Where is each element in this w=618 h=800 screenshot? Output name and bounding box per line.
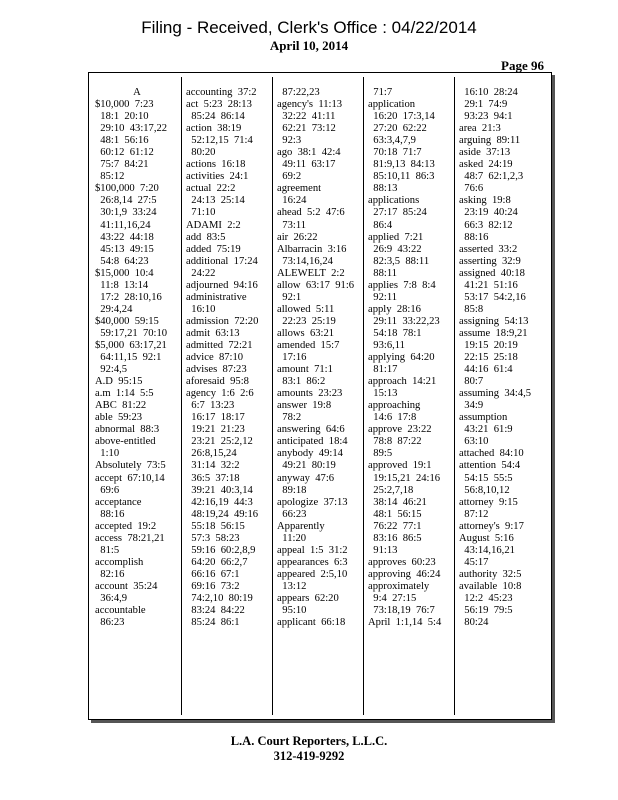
index-column-2 <box>186 87 270 629</box>
index-entry: 57:3 58:23 <box>186 532 240 544</box>
column-divider <box>272 77 273 715</box>
index-entry: accountable <box>95 605 146 617</box>
index-entry: applied 7:21 <box>368 231 424 243</box>
index-frame <box>88 72 552 720</box>
index-entry: 87:12 <box>459 508 489 520</box>
index-entry: 15:13 <box>368 388 398 400</box>
index-entry: 78:8 87:22 <box>368 436 422 448</box>
column-divider <box>363 77 364 715</box>
index-column-1 <box>95 87 179 629</box>
index-entry: answer 19:8 <box>277 400 332 412</box>
index-entry: 49:11 63:17 <box>277 159 336 171</box>
index-entry: accepted 19:2 <box>95 520 157 532</box>
index-entry: anybody 49:14 <box>277 448 343 460</box>
index-entry: approaching <box>368 400 421 412</box>
index-entry: apologize 37:13 <box>277 496 348 508</box>
index-entry: applying 64:20 <box>368 352 435 364</box>
index-entry: approves 60:23 <box>368 556 436 568</box>
index-entry: 48:1 56:16 <box>95 135 149 147</box>
index-entry: 16:20 17:3,14 <box>368 111 435 123</box>
index-entry: accomplish <box>95 556 144 568</box>
index-entry: 70:18 71:7 <box>368 147 422 159</box>
index-entry: allowed 5:11 <box>277 303 335 315</box>
index-entry: 36:5 37:18 <box>186 472 240 484</box>
index-entry: 48:19,24 49:16 <box>186 508 259 520</box>
index-entry: admit 63:13 <box>186 327 240 339</box>
index-entry: arguing 89:11 <box>459 135 521 147</box>
index-entry: able 59:23 <box>95 412 143 424</box>
index-entry: 88:13 <box>368 183 398 195</box>
index-entry: 56:8,10,12 <box>459 484 510 496</box>
index-entry: Albarracin 3:16 <box>277 243 347 255</box>
index-entry: 81:5 <box>95 544 120 556</box>
filing-stamp: Filing - Received, Clerk's Office : 04/22/2014 <box>141 18 477 37</box>
index-entry: assigned 40:18 <box>459 267 525 279</box>
index-entry: 44:16 61:4 <box>459 364 513 376</box>
index-entry: 62:21 73:12 <box>277 123 336 135</box>
index-entry: 16:10 <box>186 303 216 315</box>
index-entry: advises 87:23 <box>186 364 247 376</box>
index-entry: 81:9,13 84:13 <box>368 159 435 171</box>
index-entry: 92:1 <box>277 291 302 303</box>
index-entry: administrative <box>186 291 247 303</box>
index-entry: act 5:23 28:13 <box>186 99 252 111</box>
index-entry: ahead 5:2 47:6 <box>277 207 345 219</box>
index-entry: 88:16 <box>459 231 489 243</box>
index-entry: 24:22 <box>186 267 216 279</box>
index-entry: 60:12 61:12 <box>95 147 154 159</box>
index-entry: agreement <box>277 183 322 195</box>
index-entry: $10,000 7:23 <box>95 99 154 111</box>
index-entry: 36:4,9 <box>95 592 128 604</box>
index-entry: asserting 32:9 <box>459 255 521 267</box>
index-entry: A.D 95:15 <box>95 376 143 388</box>
index-entry: actions 16:18 <box>186 159 246 171</box>
index-entry: add 83:5 <box>186 231 226 243</box>
index-entry: appears 62:20 <box>277 592 339 604</box>
index-entry: authority 32:5 <box>459 568 522 580</box>
index-entry: attached 84:10 <box>459 448 524 460</box>
index-entry: 22:15 25:18 <box>459 352 518 364</box>
index-entry: 66:23 <box>277 508 307 520</box>
index-entry: 19:15 20:19 <box>459 339 518 351</box>
index-entry: 82:3,5 88:11 <box>368 255 430 267</box>
reporter-phone: 312-419-9292 <box>273 749 345 763</box>
index-entry: account 35:24 <box>95 580 158 592</box>
index-entry: approve 23:22 <box>368 424 432 436</box>
index-entry: 32:22 41:11 <box>277 111 336 123</box>
index-entry: action 38:19 <box>186 123 242 135</box>
index-entry: 38:14 46:21 <box>368 496 427 508</box>
index-entry: 42:16,19 44:3 <box>186 496 253 508</box>
index-entry: 92:3 <box>277 135 302 147</box>
index-entry: 48:1 56:15 <box>368 508 422 520</box>
index-entry: 1:10 <box>95 448 120 460</box>
index-entry: 53:17 54:2,16 <box>459 291 526 303</box>
column-divider <box>454 77 455 715</box>
index-entry: 71:7 <box>368 87 393 98</box>
index-entry: amounts 23:23 <box>277 388 343 400</box>
index-entry: advice 87:10 <box>186 352 244 364</box>
index-entry: 16:24 <box>277 195 307 207</box>
index-entry: 69:2 <box>277 171 302 183</box>
index-entry: assumption <box>459 412 508 424</box>
index-entry: 92:11 <box>368 291 398 303</box>
transcript-date: April 10, 2014 <box>269 38 349 53</box>
index-entry: 78:2 <box>277 412 302 424</box>
index-entry: 83:24 84:22 <box>186 605 245 617</box>
index-entry: applies 7:8 8:4 <box>368 279 436 291</box>
index-entry: 93:6,11 <box>368 339 405 351</box>
index-entry: ABC 81:22 <box>95 400 147 412</box>
index-entry: 66:3 82:12 <box>459 219 513 231</box>
index-entry: 39:21 40:3,14 <box>186 484 253 496</box>
index-entry: 29:1 74:9 <box>459 99 508 111</box>
column-divider <box>181 77 182 715</box>
index-entry: attorney's 9:17 <box>459 520 524 532</box>
index-entry: 16:10 28:24 <box>459 87 518 98</box>
index-entry: 63:10 <box>459 436 489 448</box>
index-entry: 29:10 43:17,22 <box>95 123 168 135</box>
index-entry: 17:2 28:10,16 <box>95 291 162 303</box>
index-entry: 93:23 94:1 <box>459 111 513 123</box>
index-entry: anyway 47:6 <box>277 472 335 484</box>
index-entry: Absolutely 73:5 <box>95 460 166 472</box>
index-entry: 29:11 33:22,23 <box>368 315 440 327</box>
index-entry: 54:8 64:23 <box>95 255 149 267</box>
index-entry: 80:7 <box>459 376 484 388</box>
section-letter: A <box>133 87 141 98</box>
index-entry: aside 37:13 <box>459 147 511 159</box>
index-entry: assuming 34:4,5 <box>459 388 532 400</box>
index-entry: 16:17 18:17 <box>186 412 245 424</box>
index-entry: aforesaid 95:8 <box>186 376 249 388</box>
index-entry: 63:3,4,7,9 <box>368 135 416 147</box>
index-entry: 52:12,15 71:4 <box>186 135 253 147</box>
index-entry: 76:6 <box>459 183 484 195</box>
index-entry: 31:14 32:2 <box>186 460 240 472</box>
index-entry: 74:2,10 80:19 <box>186 592 253 604</box>
index-entry: 27:20 62:22 <box>368 123 427 135</box>
index-entry: approximately <box>368 580 430 592</box>
index-entry: 54:15 55:5 <box>459 472 513 484</box>
index-entry: 83:16 86:5 <box>368 532 422 544</box>
index-entry: agency's 11:13 <box>277 99 343 111</box>
index-entry: 76:22 77:1 <box>368 520 422 532</box>
index-entry: assigning 54:13 <box>459 315 529 327</box>
index-entry: amended 15:7 <box>277 339 340 351</box>
index-entry: actual 22:2 <box>186 183 236 195</box>
index-entry: assume 18:9,21 <box>459 327 528 339</box>
index-entry: 69:6 <box>95 484 120 496</box>
index-entry: 23:21 25:2,12 <box>186 436 253 448</box>
index-entry: answering 64:6 <box>277 424 345 436</box>
index-entry: 34:9 <box>459 400 484 412</box>
index-entry: 85:10,11 86:3 <box>368 171 435 183</box>
index-entry: 14:6 17:8 <box>368 412 417 424</box>
index-entry: access 78:21,21 <box>95 532 165 544</box>
index-entry: appearances 6:3 <box>277 556 348 568</box>
index-entry: applications <box>368 195 420 207</box>
index-entry: 26:9 43:22 <box>368 243 422 255</box>
index-entry: area 21:3 <box>459 123 501 135</box>
index-entry: applicant 66:18 <box>277 617 346 629</box>
index-entry: agency 1:6 2:6 <box>186 388 254 400</box>
index-entry: 83:1 86:2 <box>277 376 326 388</box>
index-entry: anticipated 18:4 <box>277 436 348 448</box>
index-entry: 43:22 44:18 <box>95 231 154 243</box>
index-column-5 <box>459 87 543 629</box>
index-entry: 75:7 84:21 <box>95 159 149 171</box>
index-entry: appeal 1:5 31:2 <box>277 544 348 556</box>
index-entry: 41:21 51:16 <box>459 279 518 291</box>
index-entry: added 75:19 <box>186 243 241 255</box>
index-entry: 66:16 67:1 <box>186 568 240 580</box>
index-entry: 29:4,24 <box>95 303 133 315</box>
index-entry: 85:12 <box>95 171 125 183</box>
index-entry: attention 54:4 <box>459 460 521 472</box>
index-entry: 12:2 45:23 <box>459 592 513 604</box>
index-entry: $15,000 10:4 <box>95 267 154 279</box>
index-entry: 64:11,15 92:1 <box>95 352 162 364</box>
index-entry: 11:20 <box>277 532 307 544</box>
index-entry: 86:23 <box>95 617 125 629</box>
index-entry: 71:10 <box>186 207 216 219</box>
index-entry: additional 17:24 <box>186 255 258 267</box>
index-entry: 13:12 <box>277 580 307 592</box>
index-entry: 6:7 13:23 <box>186 400 235 412</box>
index-entry: admitted 72:21 <box>186 339 253 351</box>
index-entry: 86:4 <box>368 219 393 231</box>
index-entry: acceptance <box>95 496 142 508</box>
index-entry: 73:18,19 76:7 <box>368 605 435 617</box>
index-entry: 95:10 <box>277 605 307 617</box>
page-number: Page 96 <box>501 58 544 73</box>
index-entry: 17:16 <box>277 352 307 364</box>
index-entry: 88:11 <box>368 267 398 279</box>
index-entry: asking 19:8 <box>459 195 511 207</box>
index-entry: admission 72:20 <box>186 315 259 327</box>
index-entry: accept 67:10,14 <box>95 472 165 484</box>
index-column-4 <box>368 87 452 629</box>
index-entry: 80:20 <box>186 147 216 159</box>
index-entry: attorney 9:15 <box>459 496 518 508</box>
index-entry: 48:7 62:1,2,3 <box>459 171 524 183</box>
index-entry: application <box>368 99 416 111</box>
index-entry: ADAMI 2:2 <box>186 219 241 231</box>
index-entry: 91:13 <box>368 544 398 556</box>
index-entry: apply 28:16 <box>368 303 421 315</box>
index-entry: 23:19 40:24 <box>459 207 518 219</box>
index-entry: 56:19 79:5 <box>459 605 513 617</box>
index-entry: abnormal 88:3 <box>95 424 160 436</box>
index-entry: 59:17,21 70:10 <box>95 327 168 339</box>
index-entry: 81:17 <box>368 364 398 376</box>
index-entry: activities 24:1 <box>186 171 249 183</box>
index-entry: appeared 2:5,10 <box>277 568 348 580</box>
index-entry: 73:11 <box>277 219 307 231</box>
index-entry: 30:1,9 33:24 <box>95 207 157 219</box>
index-entry: 64:20 66:2,7 <box>186 556 248 568</box>
index-entry: allows 63:21 <box>277 327 335 339</box>
index-entry: 55:18 56:15 <box>186 520 245 532</box>
index-entry: allow 63:17 91:6 <box>277 279 355 291</box>
index-entry: 82:16 <box>95 568 125 580</box>
index-entry: 85:24 86:1 <box>186 617 240 629</box>
index-entry: 19:21 21:23 <box>186 424 245 436</box>
index-entry: amount 71:1 <box>277 364 333 376</box>
index-entry: April 1:1,14 5:4 <box>368 617 442 629</box>
reporter-company: L.A. Court Reporters, L.L.C. <box>230 734 388 748</box>
index-entry: approved 19:1 <box>368 460 432 472</box>
index-entry: 85:24 86:14 <box>186 111 245 123</box>
index-entry: 27:17 85:24 <box>368 207 427 219</box>
index-entry: 26:8,14 27:5 <box>95 195 157 207</box>
index-entry: $100,000 7:20 <box>95 183 159 195</box>
index-column-3 <box>277 87 361 629</box>
index-entry: 87:22,23 <box>277 87 320 98</box>
index-entry: a.m 1:14 5:5 <box>95 388 154 400</box>
index-entry: accounting 37:2 <box>186 87 257 98</box>
index-entry: 89:5 <box>368 448 393 460</box>
index-entry: air 26:22 <box>277 231 318 243</box>
index-entry: adjourned 94:16 <box>186 279 258 291</box>
index-entry: available 10:8 <box>459 580 522 592</box>
index-entry: asked 24:19 <box>459 159 513 171</box>
index-entry: ago 38:1 42:4 <box>277 147 341 159</box>
index-entry: 69:16 73:2 <box>186 580 240 592</box>
index-entry: 22:23 25:19 <box>277 315 336 327</box>
index-entry: 92:4,5 <box>95 364 128 376</box>
index-entry: approving 46:24 <box>368 568 441 580</box>
index-entry: asserted 33:2 <box>459 243 518 255</box>
index-entry: 24:13 25:14 <box>186 195 245 207</box>
index-entry: 41:11,16,24 <box>95 219 151 231</box>
index-entry: 54:18 78:1 <box>368 327 422 339</box>
index-entry: 25:2,7,18 <box>368 484 414 496</box>
index-entry: 11:8 13:14 <box>95 279 149 291</box>
index-entry: 49:21 80:19 <box>277 460 336 472</box>
index-entry: 45:17 <box>459 556 489 568</box>
index-entry: 59:16 60:2,8,9 <box>186 544 256 556</box>
index-entry: above-entitled <box>95 436 156 448</box>
index-entry: 85:8 <box>459 303 484 315</box>
index-entry: 18:1 20:10 <box>95 111 149 123</box>
index-entry: 45:13 49:15 <box>95 243 154 255</box>
index-entry: 26:8,15,24 <box>186 448 237 460</box>
index-entry: approach 14:21 <box>368 376 437 388</box>
index-entry: 43:21 61:9 <box>459 424 513 436</box>
index-entry: 19:15,21 24:16 <box>368 472 441 484</box>
index-entry: 80:24 <box>459 617 489 629</box>
index-entry: 88:16 <box>95 508 125 520</box>
index-entry: ALEWELT 2:2 <box>277 267 345 279</box>
index-entry: 73:14,16,24 <box>277 255 333 267</box>
index-entry: 43:14,16,21 <box>459 544 515 556</box>
index-entry: $40,000 59:15 <box>95 315 159 327</box>
index-entry: August 5:16 <box>459 532 514 544</box>
index-entry: 89:18 <box>277 484 307 496</box>
index-entry: $5,000 63:17,21 <box>95 339 167 351</box>
index-entry: 9:4 27:15 <box>368 592 417 604</box>
index-entry: Apparently <box>277 520 325 532</box>
